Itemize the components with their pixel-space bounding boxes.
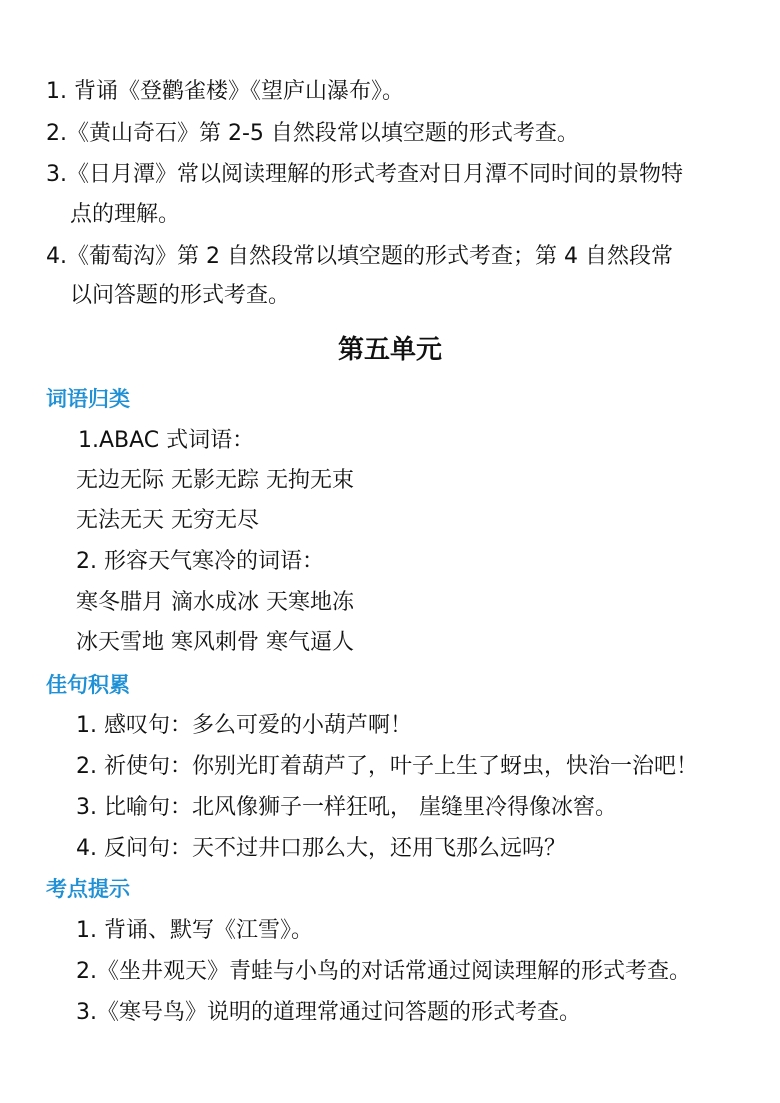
tip-line-3: 3.《寒号鸟》说明的道理常通过问答题的形式考查。 [76, 1000, 581, 1025]
top-list-item-4-cont: 以问答题的形式考查。 [70, 283, 291, 308]
vocab-line-4: 2. 形容天气寒冷的词语： [76, 549, 324, 574]
top-list-item-4: 4.《葡萄沟》第 2 自然段常以填空题的形式考查；第 4 自然段常 [46, 244, 673, 269]
tips-heading: 考点提示 [46, 877, 130, 901]
unit-title: 第五单元 [337, 335, 442, 365]
sentence-line-4: 4. 反问句：天不过井口那么大，还用飞那么远吗？ [76, 836, 566, 861]
top-list-item-3: 3.《日月潭》常以阅读理解的形式考查对日月潭不同时间的景物特 [46, 162, 683, 187]
vocab-line-2: 无边无际 无影无踪 无拘无束 [76, 468, 354, 493]
sentence-line-3: 3. 比喻句：北风像狮子一样狂吼， 崖缝里冷得像冰窖。 [76, 795, 617, 820]
top-list-item-3-cont: 点的理解。 [70, 202, 181, 227]
tip-line-2: 2.《坐井观天》青蛙与小鸟的对话常通过阅读理解的形式考查。 [76, 959, 691, 984]
vocab-line-5: 寒冬腊月 滴水成冰 天寒地冻 [76, 590, 354, 615]
sentence-line-2: 2. 祈使句：你别光盯着葫芦了，叶子上生了蚜虫，快治一治吧！ [76, 754, 698, 779]
vocab-line-6: 冰天雪地 寒风刺骨 寒气逼人 [76, 630, 354, 655]
tip-line-1: 1. 背诵、默写《江雪》。 [76, 918, 313, 943]
sentences-heading: 佳句积累 [46, 673, 130, 697]
top-list-item-1: 1. 背诵《登鹳雀楼》《望庐山瀑布》。 [46, 79, 404, 104]
vocab-line-3: 无法无天 无穷无尽 [76, 508, 259, 533]
sentence-line-1: 1. 感叹句：多么可爱的小葫芦啊！ [76, 713, 412, 738]
top-list-item-2: 2.《黄山奇石》第 2-5 自然段常以填空题的形式考查。 [46, 121, 579, 146]
vocab-heading: 词语归类 [46, 387, 130, 411]
vocab-line-1: 1.ABAC 式词语： [78, 428, 255, 453]
